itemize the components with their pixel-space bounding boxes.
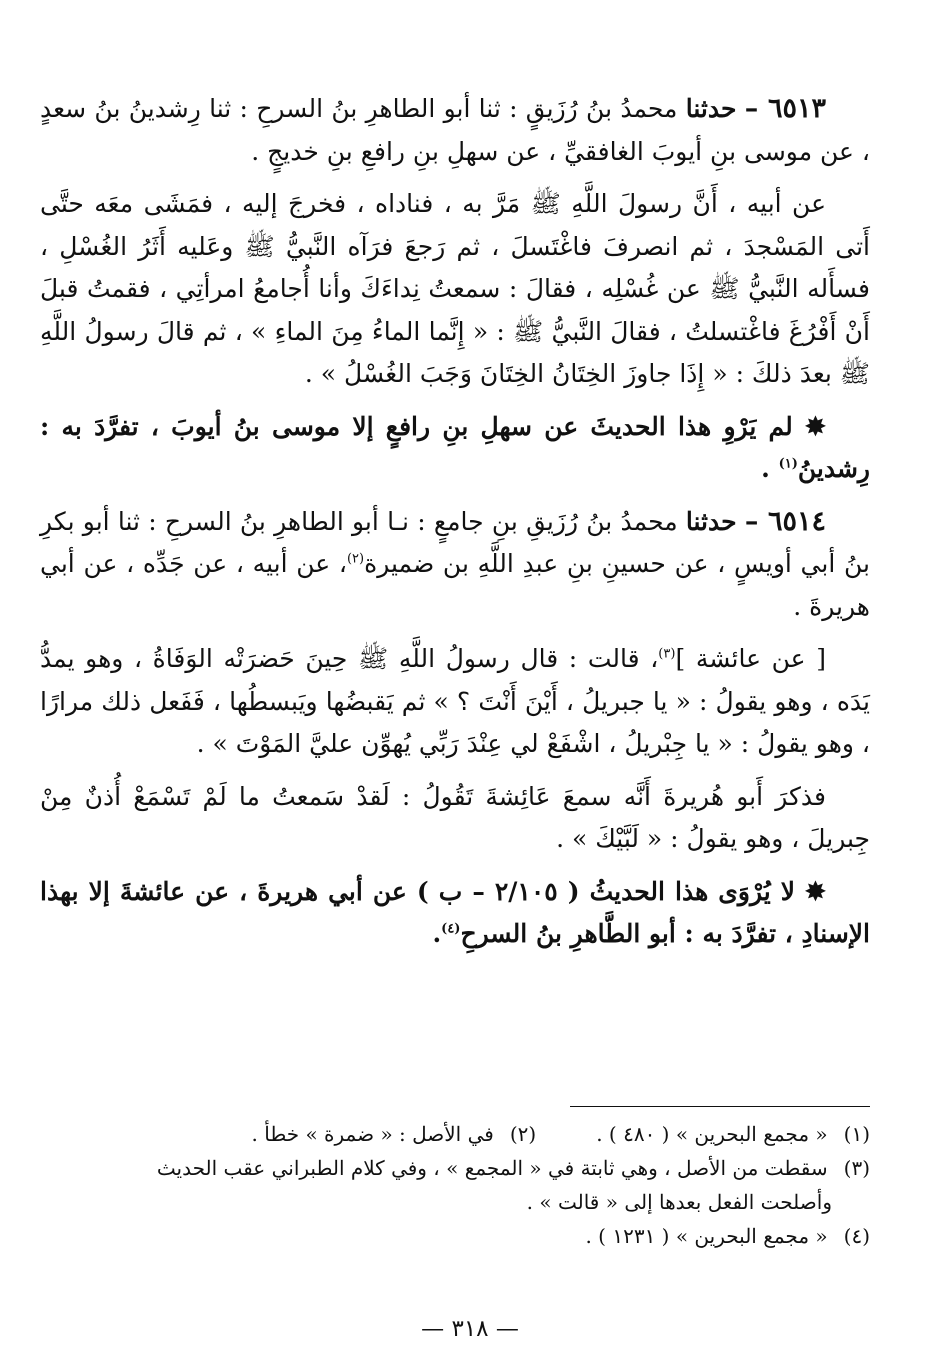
ruling-end: . xyxy=(432,919,442,948)
hadith-lead-word: حدثنا xyxy=(685,506,737,536)
page-body xyxy=(40,88,870,956)
footnote-text: « مجمع البحرين » ( ٤٨٠ ) . xyxy=(596,1122,828,1146)
hadith-6513-ruling xyxy=(40,406,870,491)
page-number: — ٣١٨ — xyxy=(421,1316,519,1342)
footnote-number: (١) xyxy=(843,1122,870,1146)
footnote-row-1-2 xyxy=(40,1117,870,1151)
footnotes xyxy=(40,1106,870,1253)
hadith-6514-matn-b: فذكرَ أَبو هُريرةَ أَنَّه سمعَ عَائِشةَ تَقُولُ : لَقدْ سَمعتُ ما لَمْ تَسْمَعْ أُذنٌ مِنْ جِبريلَ ، وهو يقولُ : « لَبَّيْكَ » . xyxy=(40,781,870,853)
hadith-number: ٦٥١٤ – xyxy=(744,505,827,537)
footnote-3 xyxy=(40,1151,870,1185)
footnote-1 xyxy=(596,1117,870,1151)
matn-text: ، قالت : قال رسولُ اللَّهِ ﷺ حِينَ حَضرَتْه الوَفَاةُ ، وهو يمدُّ يَدَه ، وهو يقولُ : « يا جبريلُ ، أَيْنَ أَنْتَ ؟ » ثم يَقبضُها ويَبسطُها ، فَفَعل ذلك مرارًا ، وهو يقولُ : « يا جِبْريلُ ، اشْفَعْ لي عِنْدَ رَبِّي يُهوِّن عليَّ المَوْتَ » . xyxy=(40,644,870,758)
footnote-text: « مجمع البحرين » ( ١٢٣١ ) . xyxy=(585,1224,828,1248)
hadith-6513-isnad xyxy=(40,88,870,173)
footnote-marker-4: (٤) xyxy=(441,921,461,937)
footnote-marker-2: (٢) xyxy=(346,551,365,567)
footnote-3-continued: وأصلحت الفعل بعدها إلى « قالت » . xyxy=(526,1190,832,1214)
hadith-6514-matn-a xyxy=(40,638,870,766)
hadith-lead-word: حدثنا xyxy=(685,94,737,123)
ruling-text: ✸ لا يُرْوَى هذا الحديثُ ( ٢/١٠٥ – ب ) عن أبي هريرةَ ، عن عائشةَ إلا بهذا الإسنادِ ، تفرَّدَ به : أبو الطَّاهرِ بنُ السرحِ xyxy=(40,876,870,948)
isnad-text: محمدُ بنُ رُزَيقٍ : ثنا أبو الطاهرِ بنُ السرحِ : ثنا رِشدينُ بنُ سعدٍ ، عن موسى بنِ أيوبَ الغافقيِّ ، عن سهلِ بنِ رافعِ بنِ خديجٍ . xyxy=(40,94,870,166)
isnad-end: ، عن أبيه ، عن جَدِّه ، عن أبي هريرةَ . xyxy=(40,549,870,621)
hadith-6513-matn: عن أبيه ، أَنَّ رسولَ اللَّهِ ﷺ مَرَّ به ، فناداه ، فخرجَ إليه ، فمَشَى معَه حتَّى أَتى المَسْجدَ ، ثم انصرفَ فاغْتَسلَ ، ثم رَجعَ فرَآه النَّبيُّ ﷺ وعَليه أَثَرُ الغُسْلِ ، فسأَله النَّبيُّ ﷺ عن غُسْلِه ، فقالَ : سمعتُ نِداءَكَ وأنا أُجامعُ امرأتِي ، فقمتُ قبلَ أَنْ أَفْرُغَ فاغْتسلتُ ، فقالَ النَّبيُّ ﷺ : « إِنَّما الماءُ مِنَ الماءِ » ، ثم قالَ رسولُ اللَّهِ ﷺ بعدَ ذلكَ : « إِذَا جاوزَ الخِتَانُ الخِتَانَ وَجَبَ الغُسْلُ » . xyxy=(40,189,870,388)
footnote-number: (٤) xyxy=(843,1224,870,1248)
hadith-6514-isnad xyxy=(40,501,870,629)
matn-start: [ عن عائشة ] xyxy=(675,644,826,673)
isnad-text: محمدُ بنُ رُزَيقِ بنِ جامعٍ : نـا أبو الطاهرِ بنُ السرحِ : ثنا أبو بكرِ بنُ أبي أويسٍ ، عن حسينِ بنِ عبدِ اللَّهِ بن ضميرة xyxy=(40,506,870,578)
hadith-6514-ruling xyxy=(40,871,870,956)
footnote-marker-1: (١) xyxy=(778,456,798,472)
footnote-text: في الأصل : « ضمرة » خطأ . xyxy=(251,1122,494,1146)
footnote-divider xyxy=(570,1106,870,1107)
footnote-number: (٣) xyxy=(843,1156,870,1180)
footnote-number: (٢) xyxy=(509,1122,537,1146)
ruling-text: ✸ لم يَرْوِ هذا الحديثَ عن سهلِ بنِ رافعٍ إلا موسى بنُ أيوبَ ، تفرَّدَ به : رِشدينُ xyxy=(40,411,870,483)
footnote-marker-3: (٣) xyxy=(658,646,676,662)
hadith-number: ٦٥١٣ – xyxy=(744,93,826,124)
footnote-text: سقطت من الأصل ، وهي ثابتة في « المجمع » ، وفي كلام الطبراني عقب الحديث xyxy=(156,1156,828,1180)
footnote-4 xyxy=(40,1219,870,1253)
ruling-end: . xyxy=(761,454,779,483)
footnote-2 xyxy=(252,1117,537,1151)
